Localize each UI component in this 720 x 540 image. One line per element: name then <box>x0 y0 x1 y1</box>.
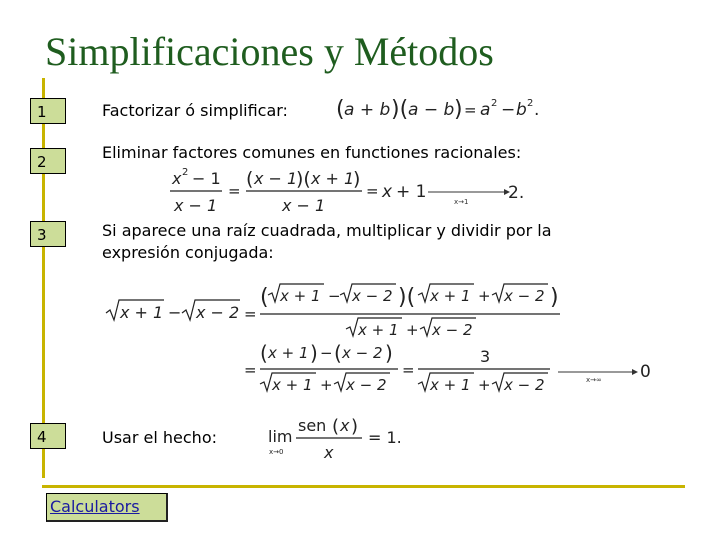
svg-text:x + 1: x + 1 <box>358 321 399 339</box>
svg-text:2: 2 <box>491 98 498 109</box>
svg-text:−: − <box>328 287 341 305</box>
svg-text:x→∞: x→∞ <box>586 376 602 384</box>
svg-text:(: ( <box>334 341 342 365</box>
svg-text:+: + <box>478 376 491 394</box>
formula-3 <box>102 280 662 400</box>
svg-text:(: ( <box>332 416 340 437</box>
svg-text:=: = <box>244 305 257 323</box>
svg-text:x→0: x→0 <box>269 448 284 456</box>
svg-text:+: + <box>406 321 419 339</box>
formula-4 <box>266 410 416 464</box>
svg-text:)(: )( <box>296 168 311 190</box>
formula-1 <box>336 94 556 126</box>
svg-text:0: 0 <box>640 362 651 382</box>
calculators-button[interactable]: Calculators <box>46 493 168 522</box>
svg-text:= 1.: = 1. <box>368 428 402 447</box>
svg-text:): ) <box>454 97 463 122</box>
svg-text:): ) <box>351 416 359 437</box>
item-number-2: 2 <box>30 148 66 174</box>
svg-text:x: x <box>172 169 182 188</box>
svg-text:2: 2 <box>182 167 189 178</box>
svg-text:)(: )( <box>391 97 409 122</box>
svg-text:x + 1: x + 1 <box>268 344 309 362</box>
svg-text:x − 1: x − 1 <box>254 169 298 188</box>
svg-text:2: 2 <box>527 98 534 109</box>
item-text-3b: expresión conjugada: <box>102 243 274 262</box>
page-title: Simplificaciones y Métodos <box>45 29 494 74</box>
svg-text:− 1: − 1 <box>192 169 221 188</box>
item-text-1: Factorizar ó simplificar: <box>102 101 288 120</box>
paren: ( <box>336 97 345 122</box>
item-number-4: 4 <box>30 423 66 449</box>
svg-text:): ) <box>310 341 318 365</box>
svg-text:x + 1: x + 1 <box>430 287 471 305</box>
svg-text:a − b: a − b <box>408 100 455 120</box>
svg-text:x: x <box>324 443 334 462</box>
svg-text:+: + <box>478 287 491 305</box>
formula-2 <box>168 164 538 218</box>
left-divider <box>42 78 45 478</box>
svg-text:+: + <box>320 376 333 394</box>
svg-text:a: a <box>480 100 491 120</box>
svg-text:+ 1: + 1 <box>396 182 427 202</box>
svg-text:): ) <box>385 341 393 365</box>
svg-text:x: x <box>340 416 350 435</box>
svg-text:x: x <box>382 182 393 202</box>
svg-text:3: 3 <box>480 347 491 366</box>
svg-text:b: b <box>516 100 527 120</box>
svg-text:lim: lim <box>268 427 293 446</box>
item-text-4: Usar el hecho: <box>102 428 217 447</box>
svg-text:x + 1: x + 1 <box>280 287 321 305</box>
svg-text:): ) <box>353 168 361 190</box>
svg-text:x + 1: x + 1 <box>430 376 471 394</box>
svg-text:x − 1: x − 1 <box>174 196 218 215</box>
svg-text:=: = <box>244 361 257 379</box>
svg-text:x − 2: x − 2 <box>346 376 387 394</box>
svg-text:a + b: a + b <box>344 100 391 120</box>
svg-text:x − 2: x − 2 <box>342 344 383 362</box>
svg-text:sen: sen <box>298 416 327 435</box>
svg-text:−: − <box>168 303 182 322</box>
item-number-3: 3 <box>30 221 66 247</box>
svg-text:x − 2: x − 2 <box>352 287 393 305</box>
svg-text:(: ( <box>260 341 268 365</box>
item-text-2: Eliminar factores comunes en functiones racionales: <box>102 143 522 162</box>
svg-text:x − 1: x − 1 <box>282 196 326 215</box>
svg-text:−: − <box>320 344 333 362</box>
svg-text:x + 1: x + 1 <box>272 376 313 394</box>
svg-text:x + 1: x + 1 <box>120 303 164 322</box>
svg-text:=: = <box>402 361 415 379</box>
item-number-1: 1 <box>30 98 66 124</box>
svg-text:): ) <box>550 285 559 310</box>
svg-text:(: ( <box>260 285 269 310</box>
svg-text:x + 1: x + 1 <box>311 169 355 188</box>
svg-text:x→1: x→1 <box>454 198 469 206</box>
svg-text:(: ( <box>246 168 254 190</box>
svg-text:x − 2: x − 2 <box>432 321 473 339</box>
svg-text:.: . <box>534 100 540 120</box>
svg-text:x − 2: x − 2 <box>196 303 240 322</box>
item-text-3a: Si aparece una raíz cuadrada, multiplicar y dividir por la <box>102 221 552 240</box>
bottom-divider <box>42 485 685 488</box>
svg-text:−: − <box>501 100 516 120</box>
svg-text:x − 2: x − 2 <box>504 376 545 394</box>
svg-text:=: = <box>464 101 477 119</box>
svg-text:2.: 2. <box>508 183 525 203</box>
svg-text:)(: )( <box>398 285 416 310</box>
svg-text:=: = <box>366 182 379 200</box>
svg-text:x − 2: x − 2 <box>504 287 545 305</box>
svg-text:=: = <box>228 182 241 200</box>
